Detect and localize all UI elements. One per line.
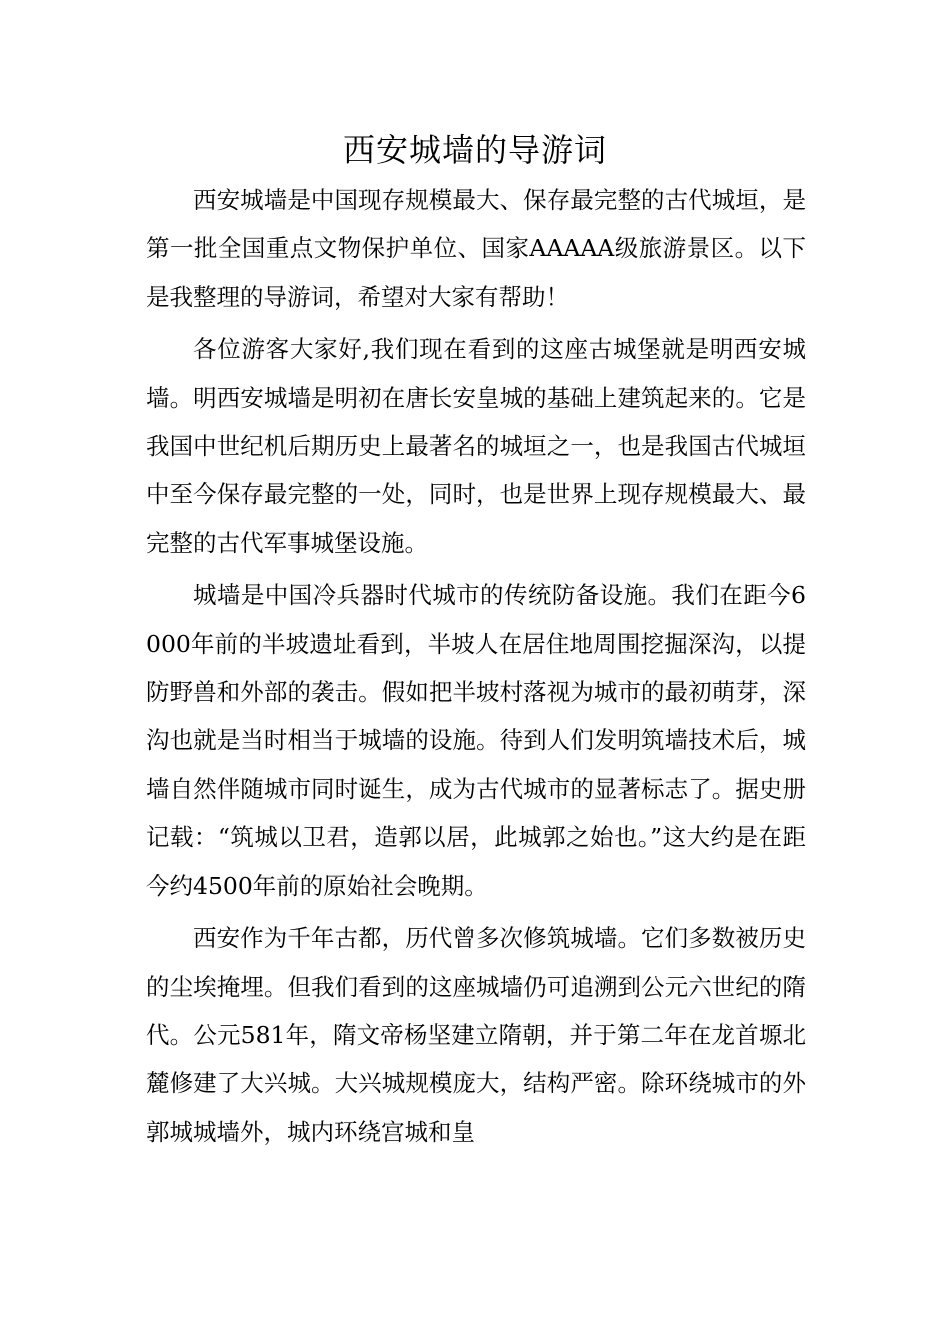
paragraph-sui-dynasty: 西安作为千年古都，历代曾多次修筑城墙。它们多数被历史的尘埃掩埋。但我们看到的这座城墙仍可追溯到公元六世纪的隋代。公元581年，隋文帝杨坚建立隋朝，并于第二年在龙首塬北麓修建了大兴城。大兴城规模庞大，结构严密。除环绕城市的外郭城城墙外，城内环绕宫城和皇 xyxy=(146,924,806,1146)
paragraph-intro: 西安城墙是中国现存规模最大、保存最完整的古代城垣，是第一批全国重点文物保护单位、国家AAAAA级旅游景区。以下是我整理的导游词，希望对大家有帮助！ xyxy=(146,186,806,311)
paragraph-greeting: 各位游客大家好,我们现在看到的这座古城堡就是明西安城墙。明西安城墙是明初在唐长安皇城的基础上建筑起来的。它是我国中世纪机后期历史上最著名的城垣之一，也是我国古代城垣中至今保存最完整的一处，同时，也是世界上现存规模最大、最完整的古代军事城堡设施。 xyxy=(146,335,806,557)
document-body xyxy=(146,176,806,1160)
document-title: 西安城墙的导游词 xyxy=(342,131,607,169)
paragraph-city-wall-history: 城墙是中国冷兵器时代城市的传统防备设施。我们在距今6000年前的半坡遗址看到，半坡人在居住地周围挖掘深沟，以提防野兽和外部的袭击。假如把半坡村落视为城市的最初萌芽，深沟也就是当时相当于城墙的设施。待到人们发明筑墙技术后，城墙自然伴随城市同时诞生，成为古代城市的显著标志了。据史册记载：“筑城以卫君，造郭以居，此城郭之始也。”这大约是在距今约4500年前的原始社会晚期。 xyxy=(146,581,806,900)
